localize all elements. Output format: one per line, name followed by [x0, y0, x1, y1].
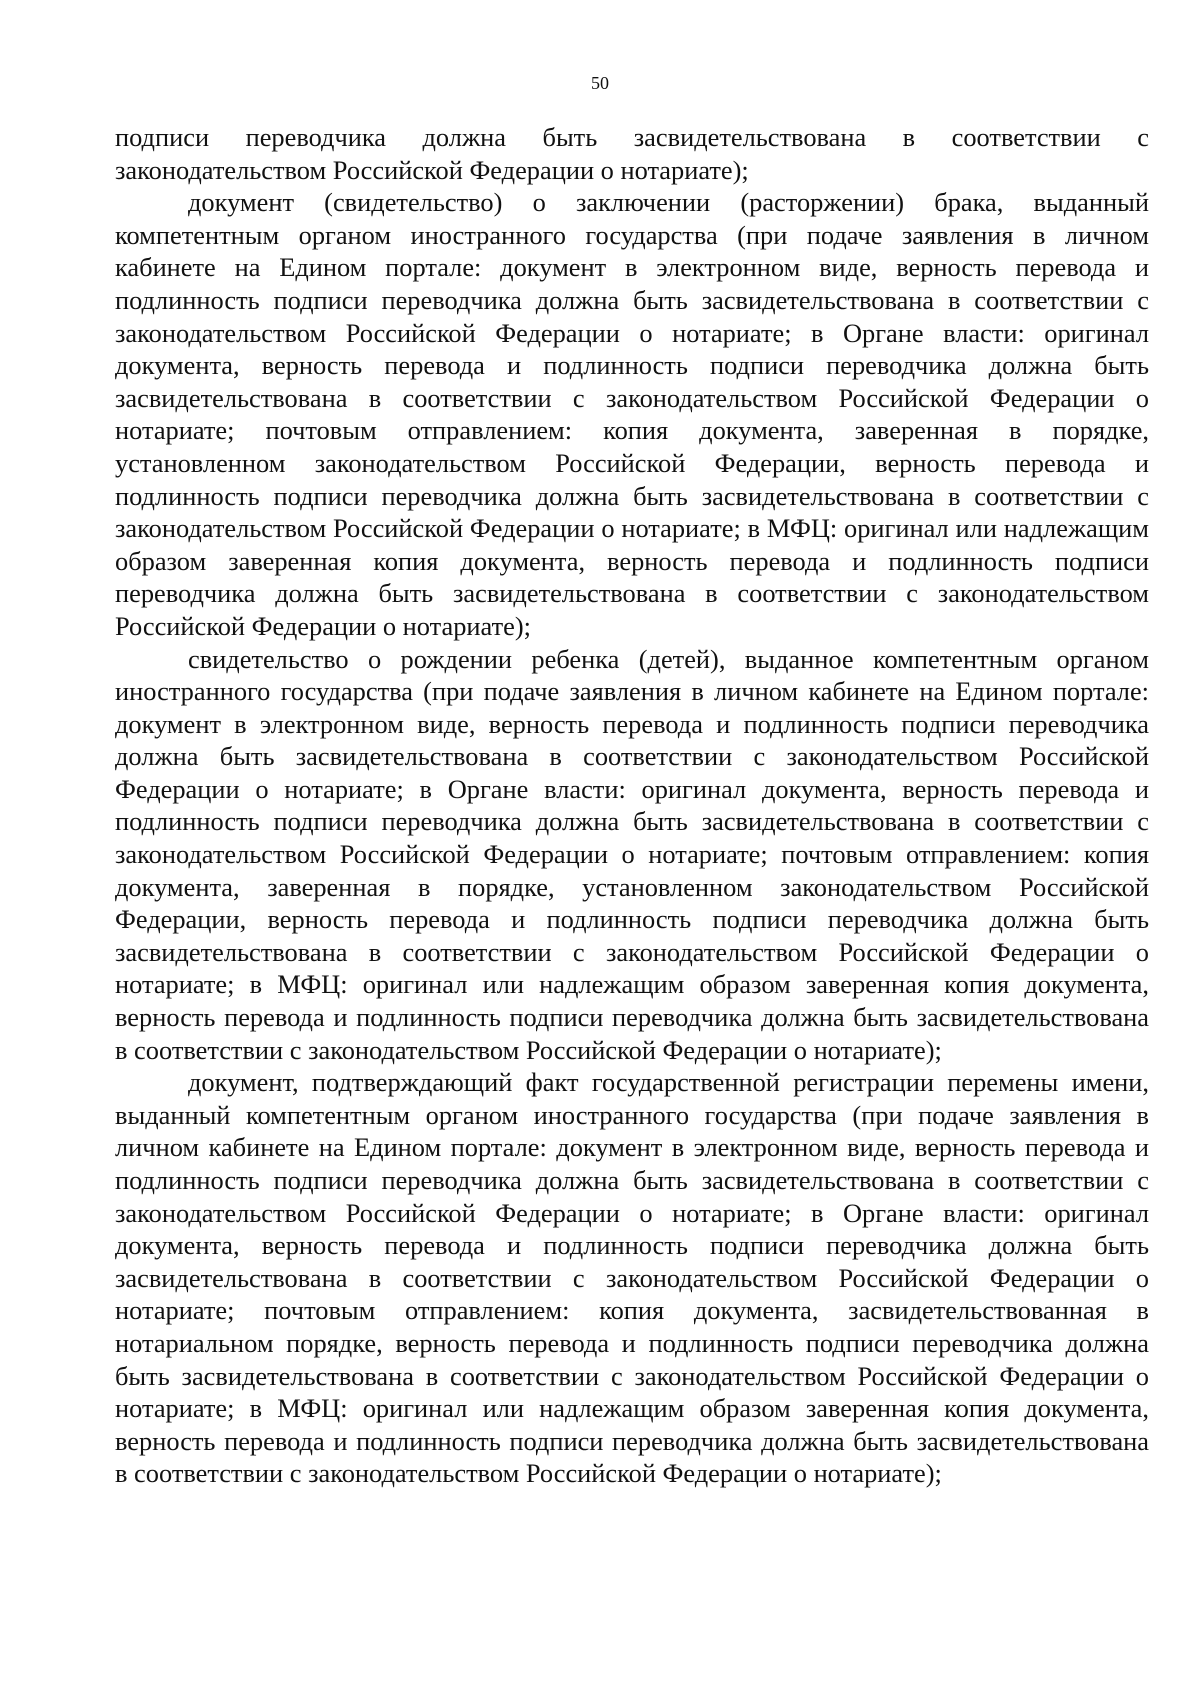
page-number: 50	[591, 73, 609, 93]
paragraph-continuation: подписи переводчика должна быть засвидетельствована в соответствии с законодательством Российской Федерации о нотариате);	[115, 122, 1149, 185]
paragraph-birth-certificate: свидетельство о рождении ребенка (детей), выданное компетентным органом иностранного государства (при подаче заявления в личном кабинете на Едином портале: документ в электронном виде, верность перевода и подлинность подписи переводчика должна быть засвидетельствована в соответствии с законодательством Российской Федерации о нотариате; в Органе власти: оригинал документа, верность перевода и подлинность подписи переводчика должна быть засвидетельствована в соответствии с законодательством Российской Федерации о нотариате; почтовым отправлением: копия документа, заверенная в порядке, установленном законодательством Российской Федерации, верность перевода и подлинность подписи переводчика должна быть засвидетельствована в соответствии с законодательством Российской Федерации о нотариате; в МФЦ: оригинал или надлежащим образом заверенная копия документа, верность перевода и подлинность подписи переводчика должна быть засвидетельствована в соответствии с законодательством Российской Федерации о нотариате);	[115, 643, 1149, 1065]
paragraph-marriage-certificate: документ (свидетельство) о заключении (расторжении) брака, выданный компетентным органом иностранного государства (при подаче заявления в личном кабинете на Едином портале: документ в электронном виде, верность перевода и подлинность подписи переводчика должна быть засвидетельствована в соответствии с законодательством Российской Федерации о нотариате; в Органе власти: оригинал документа, верность перевода и подлинность подписи переводчика должна быть засвидетельствована в соответствии с законодательством Российской Федерации о нотариате; почтовым отправлением: копия документа, заверенная в порядке, установленном законодательством Российской Федерации, верность перевода и подлинность подписи переводчика должна быть засвидетельствована в соответствии с законодательством Российской Федерации о нотариате; в МФЦ: оригинал или надлежащим образом заверенная копия документа, верность перевода и подлинность подписи переводчика должна быть засвидетельствована в соответствии с законодательством Российской Федерации о нотариате);	[115, 187, 1149, 641]
paragraph-name-change-document: документ, подтверждающий факт государственной регистрации перемены имени, выданный компетентным органом иностранного государства (при подаче заявления в личном кабинете на Едином портале: документ в электронном виде, верность перевода и подлинность подписи переводчика должна быть засвидетельствована в соответствии с законодательством Российской Федерации о нотариате; в Органе власти: оригинал документа, верность перевода и подлинность подписи переводчика должна быть засвидетельствована в соответствии с законодательством Российской Федерации о нотариате; почтовым отправлением: копия документа, засвидетельствованная в нотариальном порядке, верность перевода и подлинность подписи переводчика должна быть засвидетельствована в соответствии с законодательством Российской Федерации о нотариате; в МФЦ: оригинал или надлежащим образом заверенная копия документа, верность перевода и подлинность подписи переводчика должна быть засвидетельствована в соответствии с законодательством Российской Федерации о нотариате);	[115, 1067, 1149, 1489]
document-body	[115, 121, 1149, 1490]
